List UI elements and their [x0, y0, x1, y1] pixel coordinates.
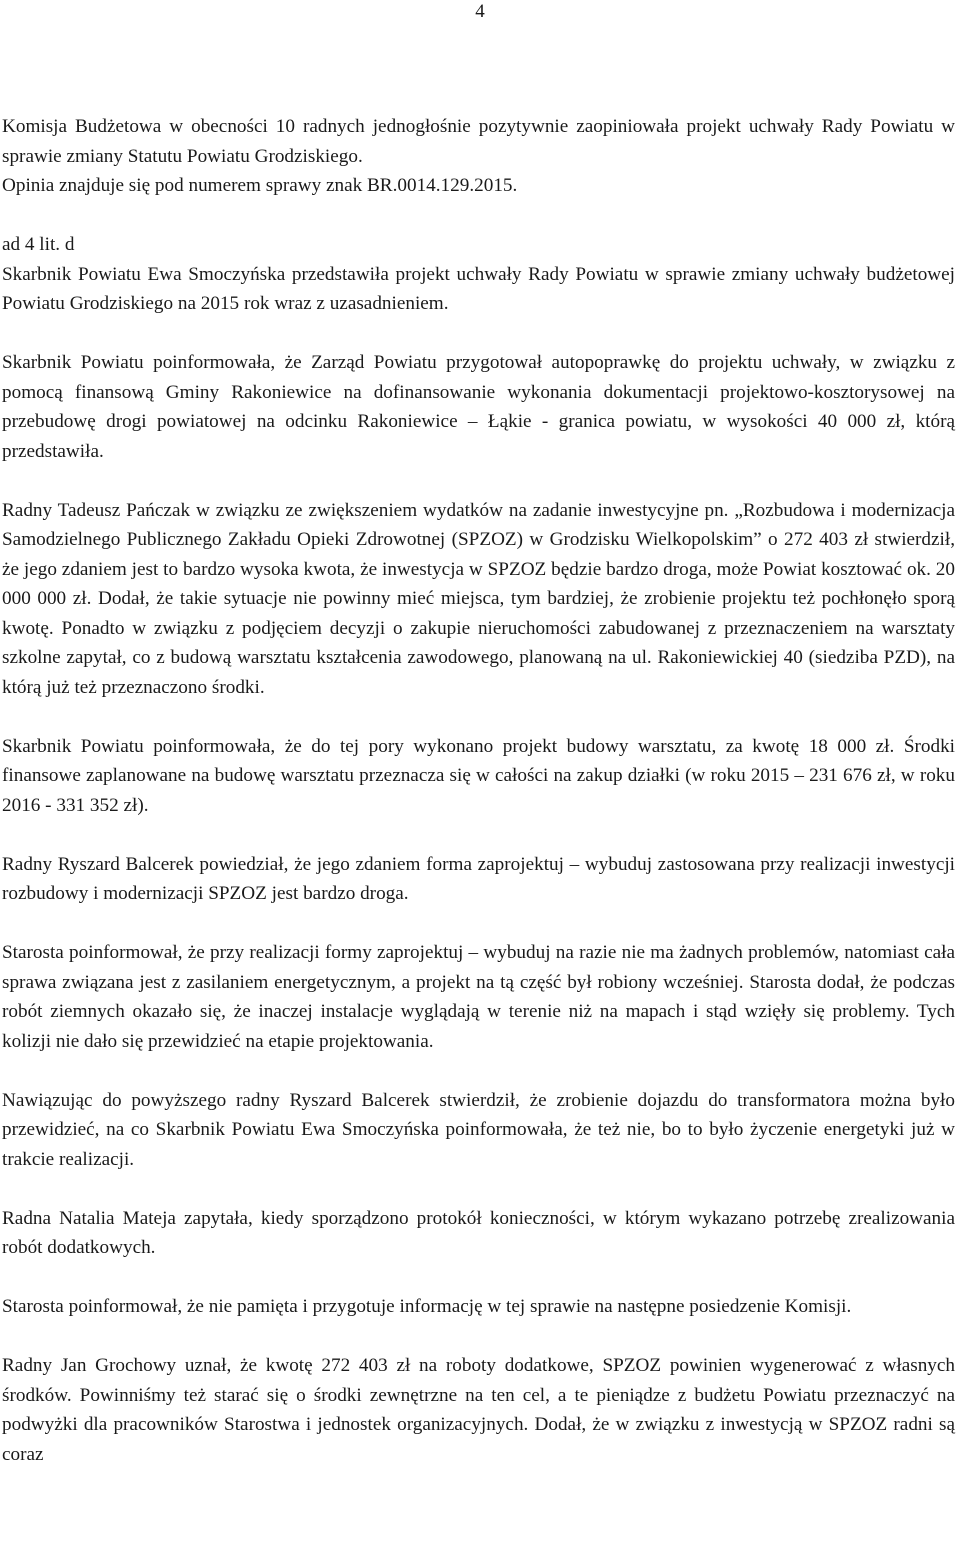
paragraph-line: Skarbnik Powiatu Ewa Smoczyńska przedstawiła projekt uchwały Rady Powiatu w sprawie zmiany uchwały budżetowej Powiatu Grodziskiego na 2015 rok wraz z uzasadnieniem.	[2, 263, 955, 314]
paragraph-line: Skarbnik Powiatu poinformowała, że Zarząd Powiatu przygotował autopoprawkę do projektu uchwały, w związku z pomocą finansową Gminy Rakoniewice na dofinansowanie wykonania dokumentacji projektowo-kosztorysowej na przebudowę drogi powiatowej na odcinku Rakoniewice – Łąkie - granica powiatu, w wysokości 40 000 zł, którą przedstawiła.	[2, 352, 955, 462]
paragraph-line: Radny Jan Grochowy uznał, że kwotę 272 403 zł na roboty dodatkowe, SPZOZ powinien wygenerować z własnych środków. Powinniśmy też starać się o środki zewnętrzne na ten cel, a te pieniądze z budżetu Powiatu przeznaczyć na podwyżki dla pracowników Starostwa i jednostek organizacyjnych. Dodał, że w związku z inwestycją w SPZOZ radni są coraz	[2, 1355, 955, 1465]
paragraph-starosta-komisja	[2, 1292, 955, 1322]
page-number: 4	[475, 1, 485, 22]
paragraph-grochowy	[2, 1351, 955, 1469]
paragraph-line: Radna Natalia Mateja zapytała, kiedy sporządzono protokół konieczności, w którym wykazano potrzebę zrealizowania robót dodatkowych.	[2, 1207, 955, 1258]
paragraph-line: Opinia znajduje się pod numerem sprawy znak BR.0014.129.2015.	[2, 175, 518, 196]
paragraph-starosta-realizacja	[2, 938, 955, 1056]
paragraph-line: Nawiązując do powyższego radny Ryszard Balcerek stwierdził, że zrobienie dojazdu do transformatora można było przewidzieć, na co Skarbnik Powiatu Ewa Smoczyńska poinformowała, że też nie, bo to było życzenie energetyki już w trakcie realizacji.	[2, 1089, 955, 1170]
document-body	[2, 112, 955, 1499]
paragraph-line: Radny Ryszard Balcerek powiedział, że jego zdaniem forma zaprojektuj – wybuduj zastosowana przy realizacji inwestycji rozbudowy i modernizacji SPZOZ jest bardzo droga.	[2, 853, 955, 904]
section-heading: ad 4 lit. d	[2, 234, 75, 255]
paragraph-line: Starosta poinformował, że nie pamięta i przygotuje informację w tej sprawie na następne posiedzenie Komisji.	[2, 1296, 852, 1317]
paragraph-line: Starosta poinformował, że przy realizacji formy zaprojektuj – wybuduj na razie nie ma żadnych problemów, natomiast cała sprawa związana jest z zasilaniem energetycznym, a projekt na tą część był robiony wcześniej. Starosta dodał, że podczas robót ziemnych okazało się, że inaczej instalacje wyglądają w terenie niż na mapach i stąd wzięły się problemy. Tych kolizji nie dało się przewidzieć na etapie projektowania.	[2, 942, 955, 1052]
paragraph-transformator	[2, 1086, 955, 1175]
paragraph-mateja	[2, 1204, 955, 1263]
paragraph-balcerek	[2, 850, 955, 909]
paragraph-line: Skarbnik Powiatu poinformowała, że do tej pory wykonano projekt budowy warsztatu, za kwotę 18 000 zł. Środki finansowe zaplanowane na budowę warsztatu przeznacza się w całości na zakup działki (w roku 2015 – 231 676 zł, w roku 2016 - 331 352 zł).	[2, 735, 955, 816]
paragraph-opinion	[2, 112, 955, 201]
paragraph-skarbnik-warsztat	[2, 732, 955, 821]
paragraph-line: Komisja Budżetowa w obecności 10 radnych jednogłośnie pozytywnie zaopiniowała projekt uchwały Rady Powiatu w sprawie zmiany Statutu Powiatu Grodziskiego.	[2, 116, 955, 167]
paragraph-panczak	[2, 496, 955, 703]
paragraph-ad4d	[2, 230, 955, 319]
paragraph-autopoprawka	[2, 348, 955, 466]
paragraph-line: Radny Tadeusz Pańczak w związku ze zwiększeniem wydatków na zadanie inwestycyjne pn. „Rozbudowa i modernizacja Samodzielnego Publicznego Zakładu Opieki Zdrowotnej (SPZOZ) w Grodzisku Wielkopolskim” o 272 403 zł stwierdził, że jego zdaniem jest to bardzo wysoka kwota, że inwestycja w SPZOZ będzie bardzo droga, może Powiat kosztować ok. 20 000 000 zł. Dodał, że takie sytuacje nie powinny mieć miejsca, tym bardziej, że zrobienie projektu też pochłonęło sporą kwotę. Ponadto w związku z podjęciem decyzji o zakupie nieruchomości zabudowanej z przeznaczeniem na warsztaty szkolne zapytał, co z budową warsztatu kształcenia zawodowego, planowaną na ul. Rakoniewickiej 40 (siedziba PZD), na którą już też przeznaczono środki.	[2, 499, 955, 698]
